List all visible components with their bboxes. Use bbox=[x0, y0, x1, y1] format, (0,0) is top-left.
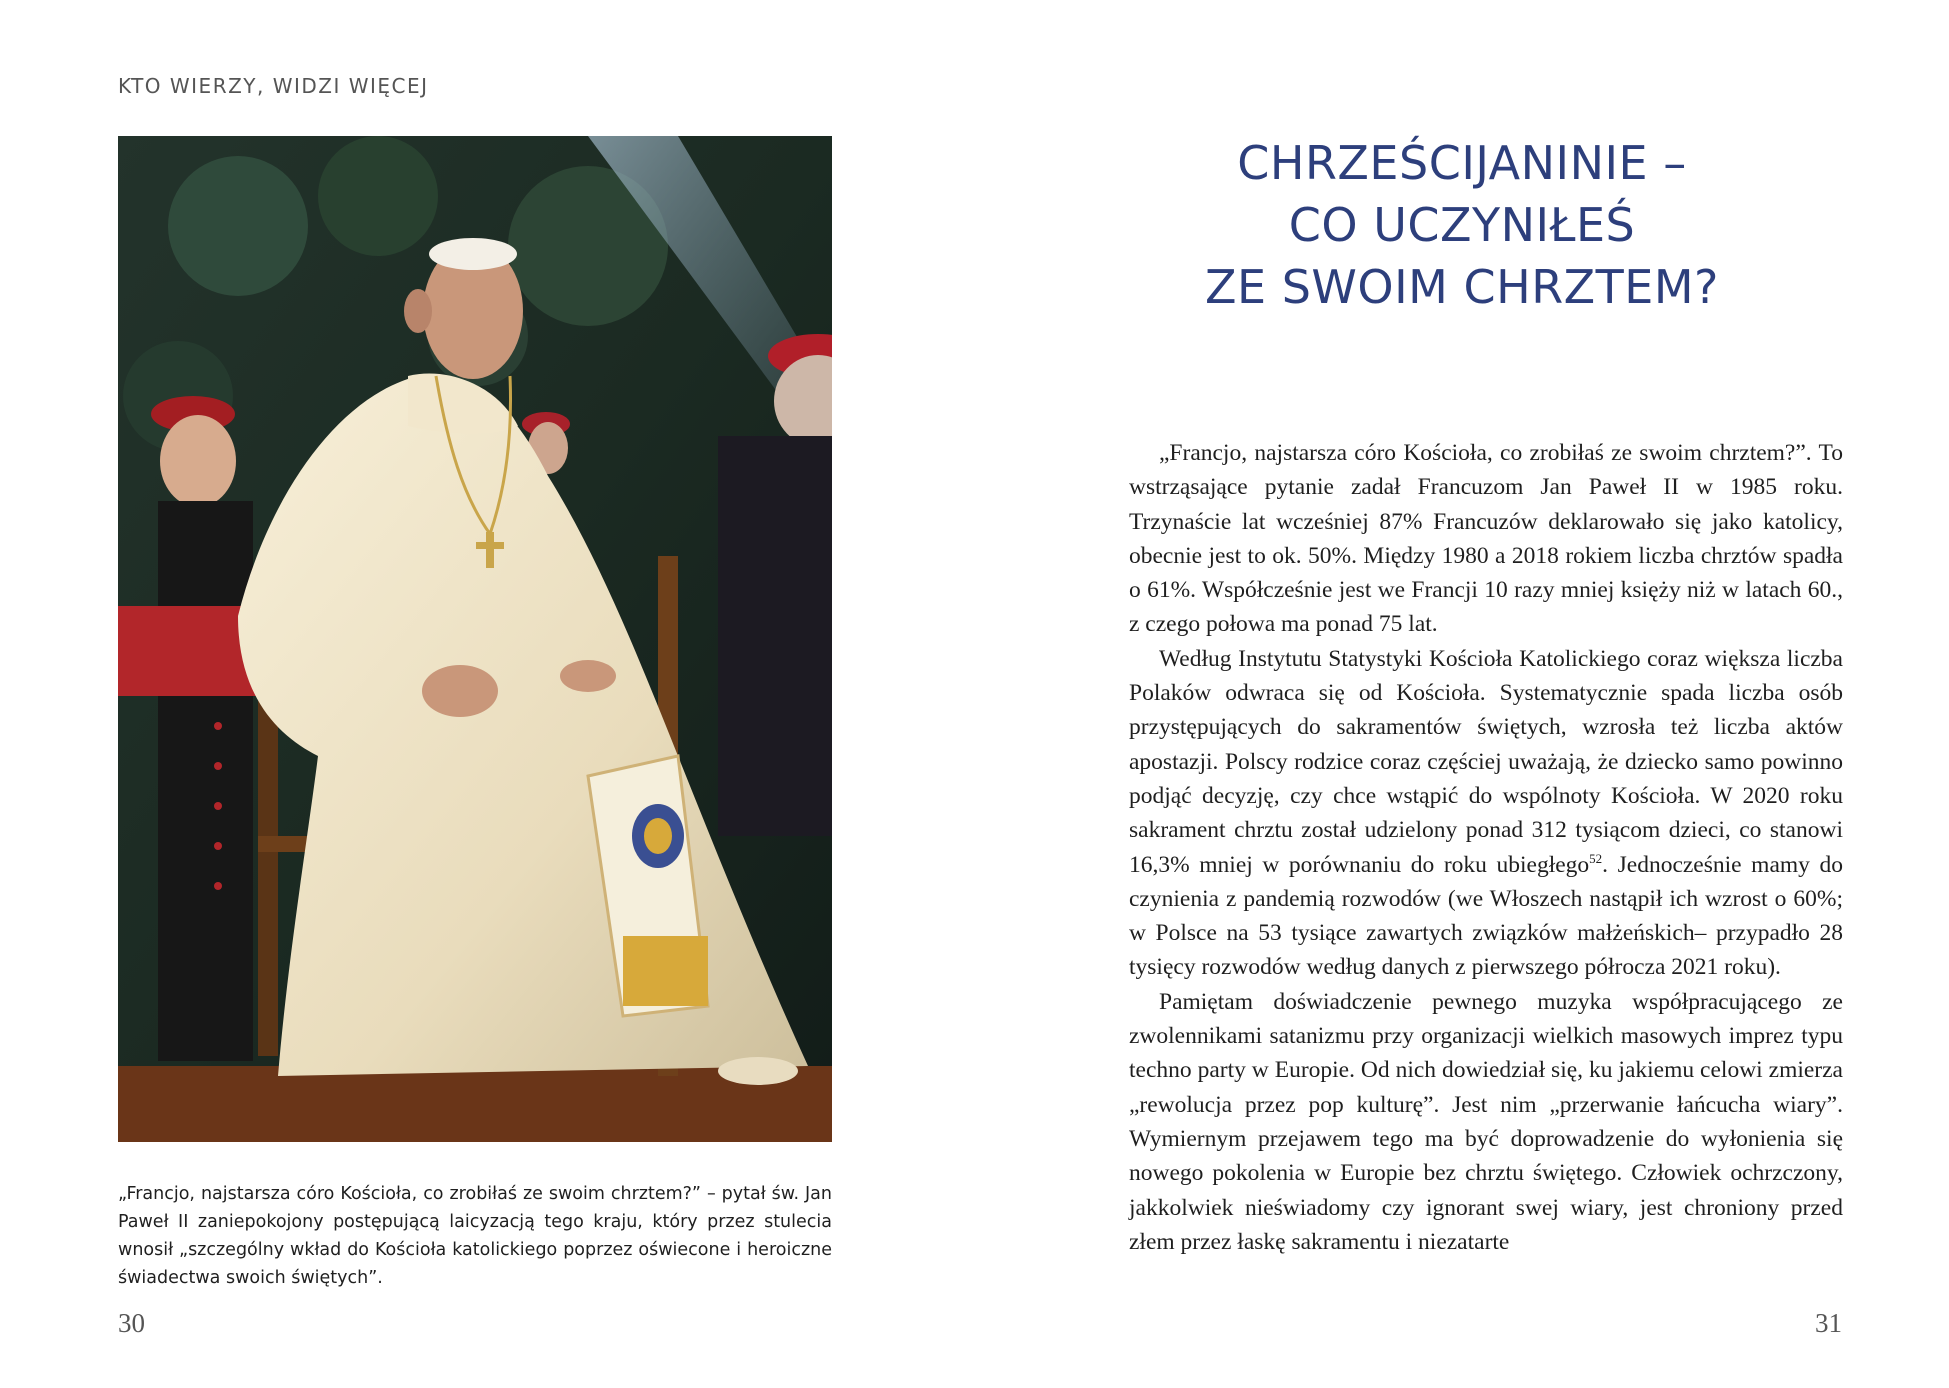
page-number-right: 31 bbox=[1815, 1308, 1842, 1338]
body-text bbox=[1129, 436, 1843, 1259]
photo-illustration bbox=[118, 136, 832, 1142]
right-page bbox=[975, 0, 1949, 1388]
paragraph-1: „Francjo, najstarsza córo Kościoła, co zrobiłaś ze swoim chrztem?”. To wstrząsające pytanie zadał Francuzom Jan Paweł II w 1985 roku. Trzynaście lat wcześniej 87% Francuzów deklarowało się jako katolicy, obecnie jest to ok. 50%. Między 1980 a 2018 rokiem liczba chrztów spadła o 61%. Współcześnie jest we Francji 10 razy mniej księży niż w latach 60., z czego połowa ma ponad 75 lat. bbox=[1129, 440, 1843, 638]
photo-pope bbox=[118, 136, 832, 1142]
chapter-title-line-1: CHRZEŚCIJANINIE – bbox=[1237, 136, 1687, 190]
page-number-left: 30 bbox=[118, 1308, 145, 1338]
photo-caption: „Francjo, najstarsza córo Kościoła, co zrobiłaś ze swoim chrztem?” – pytał św. Jan Paweł II zaniepokojony postępującą laicyzacją tego kraju, który przez stulecia wnosił „szczególny wkład do Kościoła katolickiego poprzez oświecone i heroiczne świadectwa swoich świętych”. bbox=[118, 1184, 832, 1288]
chapter-title-line-2: CO UCZYNIŁEŚ bbox=[1288, 198, 1636, 252]
running-head: KTO WIERZY, WIDZI WIĘCEJ bbox=[118, 74, 429, 98]
chapter-title-line-3: ZE SWOIM CHRZTEM? bbox=[1205, 260, 1719, 314]
footnote-marker: 52 bbox=[1589, 850, 1603, 866]
left-page bbox=[0, 0, 974, 1388]
paragraph-2-part-1: Według Instytutu Statystyki Kościoła Katolickiego coraz większa liczba Polaków odwraca się od Kościoła. Systematycznie spada liczba osób przystępujących do sakramentów świętych, wzrosła też liczba aktów apostazji. Polscy rodzice coraz częściej uważają, że dziecko samo powinno podjąć decyzję, czy chce wstąpić do wspólnoty Kościoła. W 2020 roku sakrament chrztu został udzielony ponad 312 tysiącom dzieci, co stanowi 16,3% mniej w porównaniu do roku ubiegłego bbox=[1129, 645, 1843, 878]
chapter-title bbox=[1095, 132, 1829, 318]
paragraph-3: Pamiętam doświadczenie pewnego muzyka współpracującego ze zwolennikami satanizmu przy organizacji wielkich masowych imprez typu techno party w Europie. Od nich dowiedział się, ku jakiemu celowi zmierza „rewolucja przez pop kulturę”. Jest nim „przerwanie łańcucha wiary”. Wymiernym przejawem tego ma być doprowadzenie do wyłonienia się nowego pokolenia w Europie bez chrztu świętego. Człowiek ochrzczony, jakkolwiek nieświadomy czy ignorant swej wiary, jest chroniony przed złem przez łaskę sakramentu i niezatarte bbox=[1129, 988, 1843, 1255]
paragraph-2 bbox=[1129, 642, 1843, 985]
paragraph-2-part-2: . Jednocześnie mamy do czynienia z pandemią rozwodów (we Włoszech nastąpił ich wzrost o 60%; w Polsce na 53 tysiące zawartych związków małżeńskich– przypadło 28 tysięcy rozwodów według danych z pierwszego półrocza 2021 roku). bbox=[1129, 851, 1843, 981]
